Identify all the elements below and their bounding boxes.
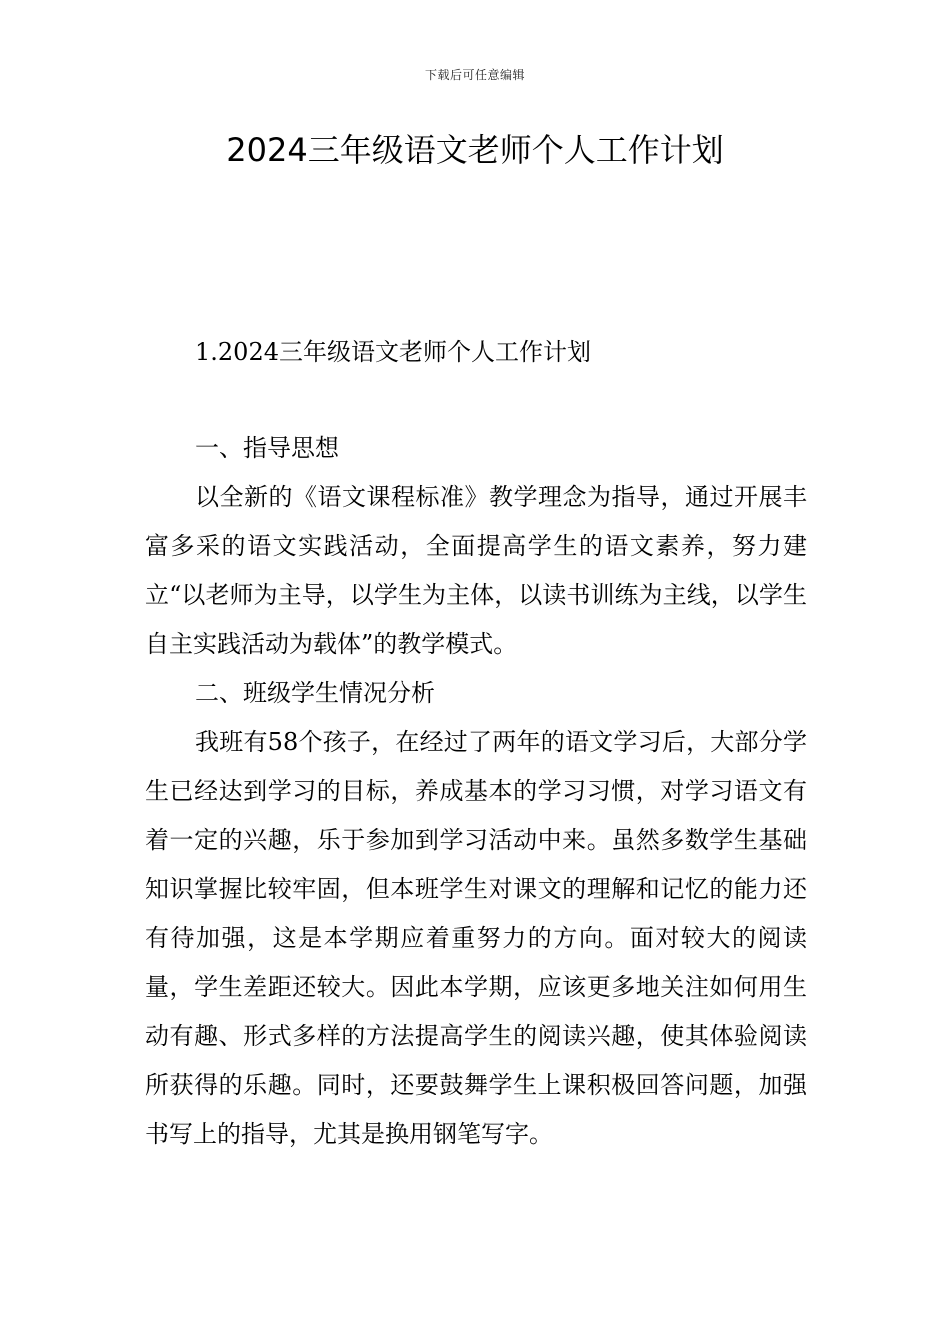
section-heading-class-analysis: 二、班级学生情况分析 xyxy=(195,679,435,707)
document-title: 2024三年级语文老师个人工作计划 xyxy=(226,131,724,169)
header-note: 下载后可任意编辑 xyxy=(424,68,525,82)
section-paragraph-class-analysis: 我班有58个孩子，在经过了两年的语文学习后，大部分学生已经达到学习的目标，养成基本的学习习惯，对学习语文有着一定的兴趣，乐于参加到学习活动中来。虽然多数学生基础知识掌握比较牢固，但本班学生对课文的理解和记忆的能力还有待加强，这是本学期应着重努力的方向。面对较大的阅读量，学生差距还较大。因此本学期，应该更多地关注如何用生动有趣、形式多样的方法提高学生的阅读兴趣，使其体验阅读所获得的乐趣。同时，还要鼓舞学生上课积极回答问题，加强书写上的指导，尤其是换用钢笔写字。 xyxy=(145,728,807,1148)
section-paragraph-guiding-ideology: 以全新的《语文课程标准》教学理念为指导，通过开展丰富多采的语文实践活动，全面提高学生的语文素养，努力建立“以老师为主导，以学生为主体，以读书训练为主线，以学生自主实践活动为载体”的教学模式。 xyxy=(145,483,807,658)
document-subtitle: 1.2024三年级语文老师个人工作计划 xyxy=(195,338,591,366)
section-heading-guiding-ideology: 一、指导思想 xyxy=(195,434,339,462)
